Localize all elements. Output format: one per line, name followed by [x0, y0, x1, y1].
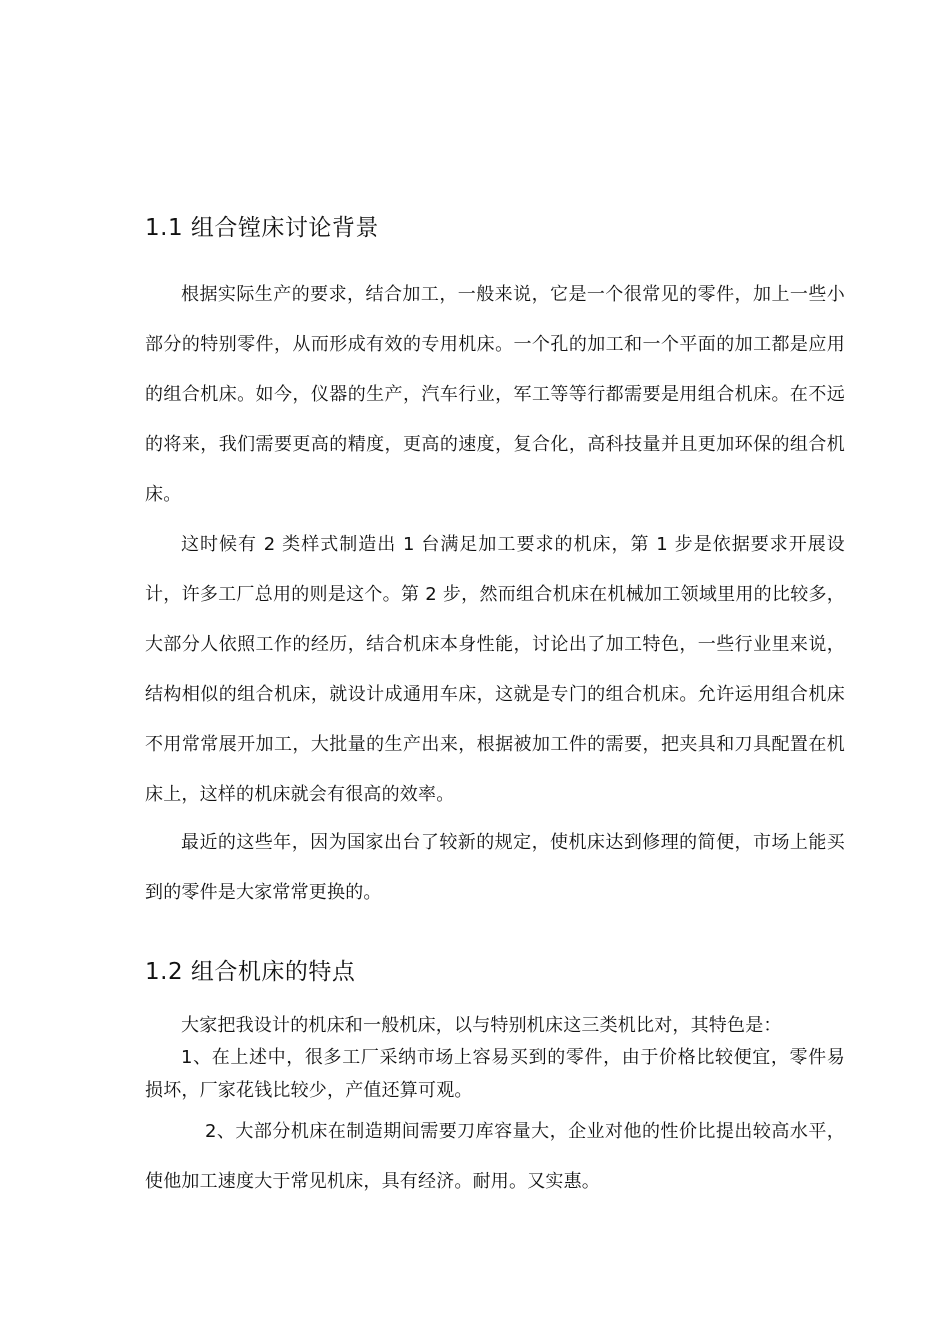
paragraph-background-2: 这时候有 2 类样式制造出 1 台满足加工要求的机床，第 1 步是依据要求开展设计，许多工厂总用的则是这个。第 2 步，然而组合机床在机械加工领域里用的比较多，大部分人依照工作的经历，结合机床本身性能，讨论出了加工特色，一些行业里来说，结构相似的组合机床，就设计成通用车床，这就是专门的组合机床。允许运用组合机床不用常常展开加工，大批量的生产出来，根据被加工件的需要，把夹具和刀具配置在机床上，这样的机床就会有很高的效率。: [145, 534, 845, 805]
paragraph-background-1: 根据实际生产的要求，结合加工，一般来说，它是一个很常见的零件，加上一些小部分的特别零件，从而形成有效的专用机床。一个孔的加工和一个平面的加工都是应用的组合机床。如今，仪器的生产，汽车行业，军工等等行都需要是用组合机床。在不远的将来，我们需要更高的精度，更高的速度，复合化，高科技量并且更加环保的组合机床。: [145, 284, 845, 505]
feature-item-2: 2、大部分机床在制造期间需要刀库容量大，企业对他的性价比提出较高水平，使他加工速度大于常见机床，具有经济。耐用。又实惠。: [145, 1121, 845, 1192]
paragraph-features-intro: 大家把我设计的机床和一般机床，以与特别机床这三类机比对，其特色是：: [181, 1015, 782, 1036]
feature-item-1: 1、在上述中，很多工厂采纳市场上容易买到的零件，由于价格比较便宜，零件易损坏，厂家花钱比较少，产值还算可观。: [145, 1047, 845, 1101]
section-heading-1-1: 1.1 组合镗床讨论背景: [145, 215, 379, 241]
paragraph-background-3: 最近的这些年，因为国家出台了较新的规定，使机床达到修理的简便，市场上能买到的零件是大家常常更换的。: [145, 832, 845, 903]
section-heading-1-2: 1.2 组合机床的特点: [145, 959, 356, 985]
